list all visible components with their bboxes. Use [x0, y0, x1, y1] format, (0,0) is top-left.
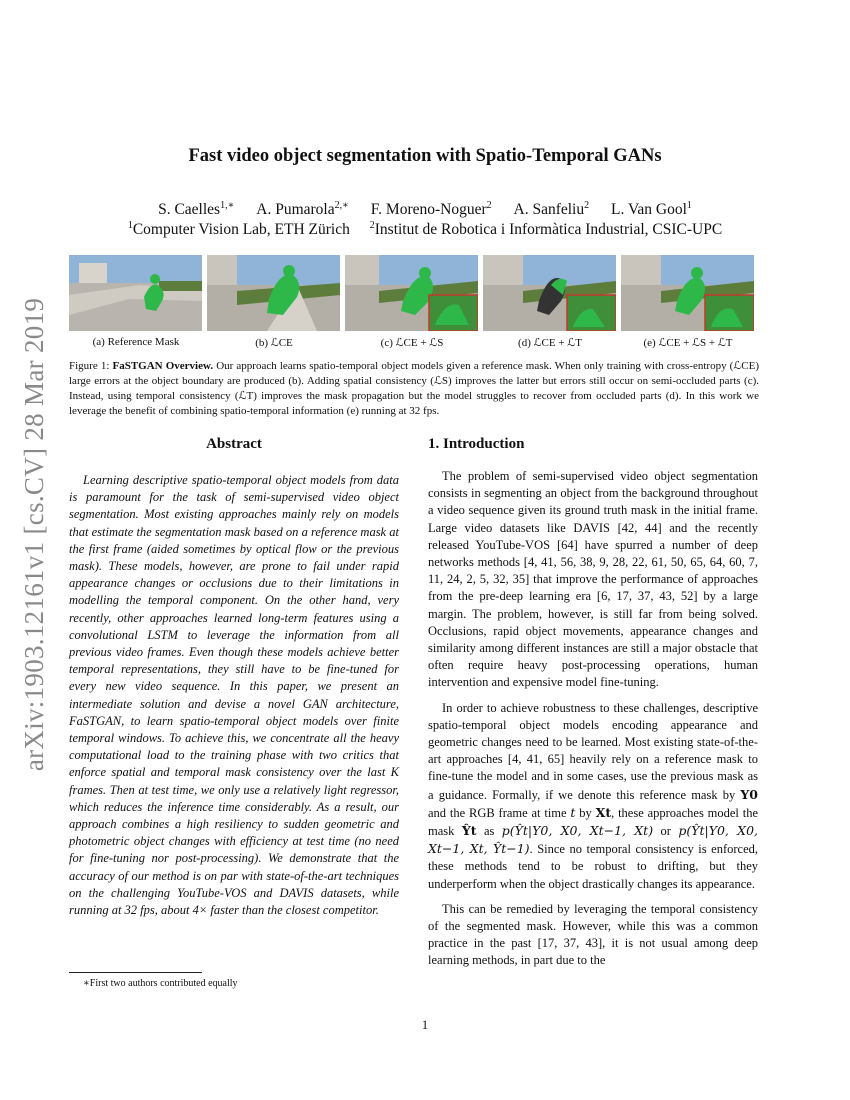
- abstract-text: Learning descriptive spatio-temporal object models from data is paramount for the task of semi-supervised video object segmentation. Most existing approaches mainly rely on models that estimate the segmentation mask based on a reference mask at the first frame (aided sometimes by optical flow or the previous mask). These models, however, are prone to fail under rapid appearance changes or occlusions due to their limitations in modelling the temporal component. On the other hand, very recently, other approaches learned long-term features using a convolutional LSTM to leverage the information from all previous video frames. Even though these models achieve better temporal representations, they still have to be fine-tuned for every new video sequence. In this paper, we present an intermediate solution and devise a novel GAN architecture, FaSTGAN, to learn spatio-temporal object models over finite temporal windows. To achieve this, we concentrate all the heavy computational load to the training phase with two critics that enforce spatial and temporal mask consistency over the last K frames. Then at test time, we only use a relatively light regressor, which reduces the inference time considerably. As a result, our approach combines a high resiliency to sudden geometric and photometric object changes with efficiency at test time (no need for fine-tuning nor post-processing). We demonstrate that the accuracy of our method is on par with state-of-the-art techniques on the challenging YouTube-VOS and DAVIS datasets, while running at 32 fps, about 4× faster than the closest competitor.: [69, 473, 399, 918]
- panel-label-c: (c) ℒCE + ℒS: [380, 337, 444, 349]
- figure-panel-c: [345, 255, 478, 331]
- abstract-heading: Abstract: [206, 436, 262, 452]
- affiliation-list: [0, 220, 850, 239]
- figure-panel-d: [483, 255, 616, 331]
- affiliation: $^2$Institut de Robotica i Informàtica Industrial, CSIC-UPC: [369, 220, 723, 239]
- figure-panel-labels: [69, 336, 755, 352]
- panel-label-d: (d) ℒCE + ℒT: [518, 337, 582, 349]
- figure-panel-a: [69, 255, 202, 331]
- figure-panel-b: [207, 255, 340, 331]
- panel-label-a: (a) Reference Mask: [92, 336, 180, 348]
- figure-panel-e: [621, 255, 754, 331]
- figure-1: [69, 255, 755, 333]
- paper-title: Fast video object segmentation with Spatio-Temporal GANs: [188, 146, 662, 166]
- footnote-rule: [69, 972, 202, 973]
- intro-paragraph-2: In order to achieve robustness to these challenges, descriptive spatio-temporal object models encoding appearance and geometric changes need to be learned. Most existing state-of-the-art approaches [4, 41, 65] heavily rely on a reference mask to fine-tune the model and in some cases, use the previous mask as a guidance. Formally, if we denote this reference mask by Y0 and the RGB frame at time t by Xt, these approaches model the mask Ŷt as p(Ŷt|Y0, X0, Xt−1, Xt) or p(Ŷt|Y0, X0, Xt−1, Xt, Ŷt−1). Since no temporal consistency is enforced, these methods tend to be robust to drifting, but they underperform when the object drastically changes its appearance.: [428, 700, 759, 891]
- panel-label-b: (b) ℒCE: [255, 337, 293, 349]
- author: L. Van Gool$^1$: [611, 200, 692, 219]
- page-number: 1: [421, 1018, 429, 1032]
- intro-paragraph-3: This can be remedied by leveraging the temporal consistency of the segmented mask. However, while this was a common practice in the past [17, 37, 43], it is not usual among deep learning methods, in part due to the: [428, 901, 758, 968]
- introduction-heading: 1. Introduction: [428, 436, 525, 452]
- arxiv-stamp: arXiv:1903.12161v1 [cs.CV] 28 Mar 2019: [19, 297, 50, 771]
- author-list: [0, 200, 850, 219]
- panel-label-e: (e) ℒCE + ℒS + ℒT: [643, 337, 733, 349]
- author: A. Pumarola$^{2,∗}$: [256, 200, 349, 219]
- author: S. Caelles$^{1,∗}$: [158, 200, 235, 219]
- affiliation: $^1$Computer Vision Lab, ETH Zürich: [127, 220, 350, 239]
- author: F. Moreno-Noguer$^2$: [370, 200, 492, 219]
- author: A. Sanfeliu$^2$: [513, 200, 590, 219]
- figure-caption: Figure 1: FaSTGAN Overview. Our approach learns spatio-temporal object models given a reference mask. When only training with cross-entropy (ℒCE) large errors at the object boundary are produced (b). Adding spatial consistency (ℒS) improves the latter but errors still occur on semi-occluded parts (c). Instead, using temporal consistency (ℒT) improves the mask propagation but the model struggles to recover from occluded parts (d). In this work we leverage the benefit of combining spatio-temporal information (e) running at 32 fps.: [69, 360, 759, 417]
- intro-paragraph-1: The problem of semi-supervised video object segmentation consists in segmenting an object from the background throughout a video sequence given its ground truth mask in the initial frame. Large video datasets like DAVIS [42, 44] and the recently released YouTube-VOS [64] have spurred a number of deep networks methods [4, 41, 56, 38, 9, 28, 22, 61, 50, 65, 64, 60, 7, 11, 24, 2, 5, 32, 35] that improve the performance of approaches from the pre-deep learning era [6, 17, 37, 43, 52] by a large margin. The problem, however, is still far from being solved. Occlusions, rapid object movements, appearance changes and similarity among different instances are still a major obstacle that often require heavy post-processing operations, human intervention and expensive model fine-tuning.: [428, 469, 758, 690]
- footnote: ∗First two authors contributed equally: [83, 978, 238, 989]
- introduction-text: [428, 468, 758, 978]
